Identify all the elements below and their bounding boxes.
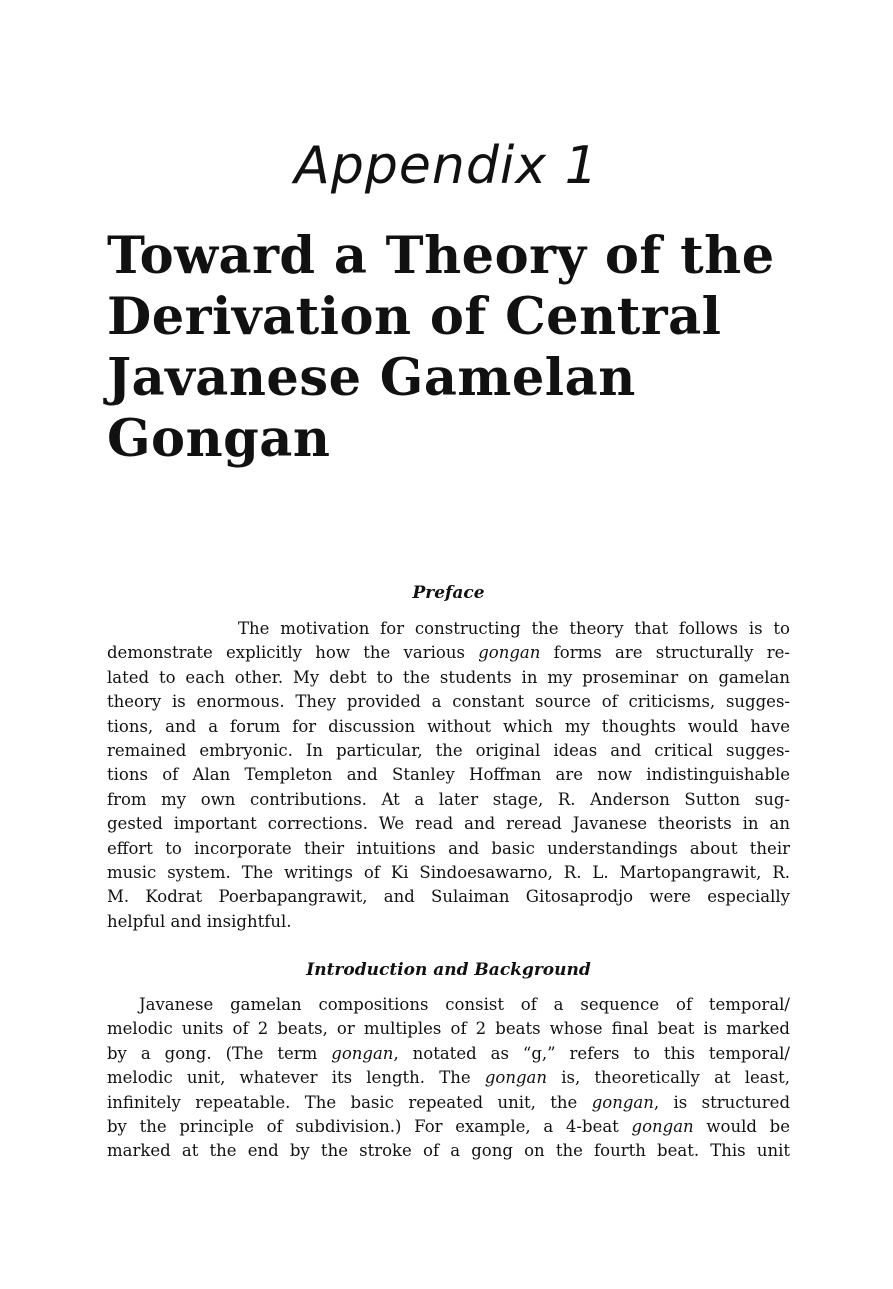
text-line: effort to incorporate their intuitions and basic understandings about their [107,838,790,858]
text-line: M. Kodrat Poerbapangrawit, and Sulaiman Gitosaprodjo were especially [107,887,790,907]
text-line: by a gong. (The term gongan, notated as “g,” refers to this temporal/ [107,1043,790,1063]
text-line: melodic unit, whatever its length. The gongan is, theoretically at least, [107,1068,790,1088]
text-line: music system. The writings of Ki Sindoesawarno, R. L. Martopangrawit, R. [107,862,790,882]
text-line: demonstrate explicitly how the various gongan forms are structurally re- [107,643,790,663]
preface-heading: Preface [412,583,485,603]
introduction-heading: Introduction and Background [306,960,591,980]
text-line: infinitely repeatable. The basic repeated unit, the gongan, is structured [107,1092,791,1112]
preface-paragraph [107,617,790,934]
text-line: gested important corrections. We read and reread Javanese theorists in an [107,814,790,834]
text-line: lated to each other. My debt to the students in my proseminar on gamelan [107,667,790,687]
text-line: helpful and insightful. [107,911,292,931]
text-line: Javanese gamelan compositions consist of a sequence of temporal/ [139,995,790,1014]
text-line: remained embryonic. In particular, the original ideas and critical sugges- [107,740,790,760]
chapter-title-line: Gongan [107,409,331,469]
introduction-paragraph [107,993,790,1164]
italic-term: gongan [478,643,541,663]
text-line: by the principle of subdivision.) For example, a 4-beat gongan would be [107,1116,790,1136]
appendix-label: Appendix 1 [294,136,599,196]
text-line: tions of Alan Templeton and Stanley Hoffman are now indistinguishable [107,765,790,785]
chapter-title-line: Derivation of Central [107,287,722,347]
text-line: marked at the end by the stroke of a gong on the fourth beat. This unit [107,1141,790,1161]
italic-term: gongan [484,1068,547,1088]
text-line: melodic units of 2 beats, or multiples of 2 beats whose final beat is marked [107,1019,790,1039]
chapter-title [107,226,807,470]
chapter-title-line: Javanese Gamelan [107,348,636,408]
text-line: from my own contributions. At a later stage, R. Anderson Sutton sug- [107,789,790,809]
text-line: theory is enormous. They provided a constant source of criticisms, sugges- [107,692,790,712]
italic-term: gongan [331,1043,394,1063]
text-line: tions, and a forum for discussion without which my thoughts would have [107,716,790,736]
italic-term: gongan [591,1092,654,1112]
text-line: The motivation for constructing the theory that follows is to [238,619,790,638]
chapter-title-line: Toward a Theory of the [107,226,775,286]
italic-term: gongan [631,1116,694,1136]
